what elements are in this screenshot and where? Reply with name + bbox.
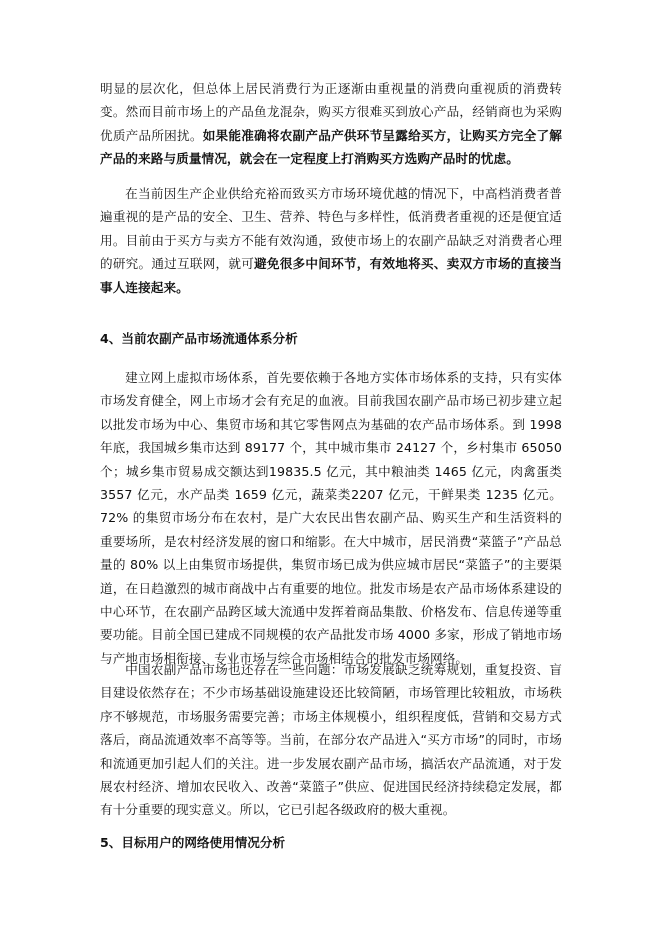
paragraph-market-problems [100,658,562,822]
paragraph-text: 明显的层次化，但总体上居民消费行为正逐渐由重视量的消费向重视质的消费转变。然而目前市场上的产品鱼龙混杂，购买方很难买到放心产品，经销商也为采购优质产品所困扰。 [100,81,562,143]
paragraph-market-system [100,366,562,670]
paragraph-text: 中国农副产品市场也还存在一些问题：市场发展缺乏统筹规划，重复投资、盲目建设依然存在；不少市场基础设施建设还比较简陋，市场管理比较粗放，市场秩序不够规范，市场服务需要完善；市场主体规模小，组织程度低，营销和交易方式落后，商品流通效率不高等等。当前，在部分农产品进入“买方市场”的同时，市场和流通更加引起人们的关注。进一步发展农副产品市场，搞活农产品流通，对于发展农村经济、增加农民收入、改善“菜篮子”供应、促进国民经济持续稳定发展，都有十分重要的现实意义。所以，它已引起各级政府的极大重视。 [100,662,562,818]
paragraph-text: 建立网上虚拟市场体系，首先要依赖于各地方实体市场体系的支持，只有实体市场发育健全，网上市场才会有充足的血液。目前我国农副产品市场已初步建立起以批发市场为中心、集贸市场和其它零售网点为基础的农产品市场体系。到 1998 年底，我国城乡集市达到 89177 个，其中城市集市 24127 个，乡村集市 65050 个；城乡集市贸易成交额达到19835.5 亿元，其中粮油类 1465 亿元，肉禽蛋类 3557 亿元，水产品类 1659 亿元，蔬菜类2207 亿元，干鲜果类 1235 亿元。72% 的集贸市场分布在农村，是广大农民出售农副产品、购买生产和生活资料的重要场所，是农村经济发展的窗口和缩影。在大中城市，居民消费“菜篮子”产品总量的 80% 以上由集贸市场提供，集贸市场已成为供应城市居民“菜篮子”的主要渠道，在日趋激烈的城市商战中占有重要的地位。批发市场是农产品市场体系建设的中心环节，在农副产品跨区域大流通中发挥着商品集散、价格发布、信息传递等重要功能。目前全国已建成不同规模的农产品批发市场 4000 多家，形成了销地市场与产地市场相衔接、专业市场与综合市场相结合的批发市场网络。 [100,370,562,666]
paragraph-buyer-market [100,182,562,299]
paragraph-text: 在当前因生产企业供给充裕而致买方市场环境优越的情况下，中高档消费者普遍重视的是产品的安全、卫生、营养、特色与多样性，低消费者重视的还是便宜适用。目前由于买方与卖方不能有效沟通，致使市场上的农副产品缺乏对消费者心理的研究。通过互联网，就可 [100,186,562,272]
section-heading-4: 4、当前农副产品市场流通体系分析 [100,331,298,346]
paragraph-emphasis: 避免很多中间环节，有效地将买、卖双方市场的直接当事人连接起来。 [100,256,562,295]
paragraph-consumer-trend [100,77,562,171]
paragraph-emphasis: 如果能准确将农副产品产供环节呈露给买方，让购买方完全了解产品的来路与质量情况，就会在一定程度上打消购买方选购产品时的忧虑。 [100,127,562,167]
section-heading-5: 5、目标用户的网络使用情况分析 [100,835,286,850]
